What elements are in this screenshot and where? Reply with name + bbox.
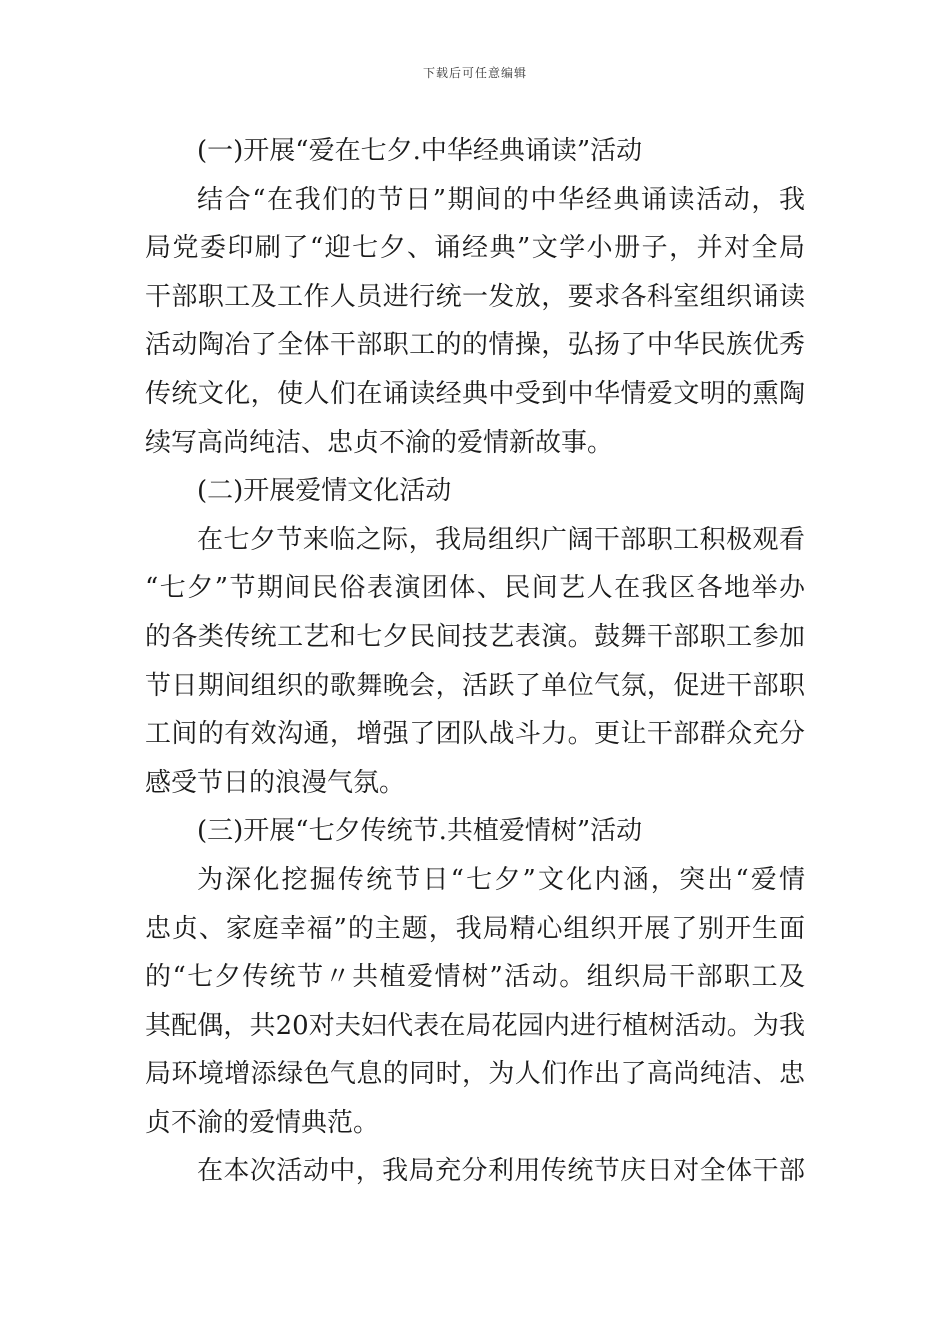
paragraph-line: 干部职工及工作人员进行统一发放，要求各科室组织诵读 (145, 281, 805, 312)
paragraph-line: 在七夕节来临之际，我局组织广阔干部职工积极观看 (197, 524, 805, 555)
section-heading-1: (一)开展“爱在七夕.中华经典诵读”活动 (197, 136, 643, 166)
paragraph-line: 感受节日的浪漫气氛。 (145, 767, 406, 798)
paragraph-line: 传统文化，使人们在诵读经典中受到中华情爱文明的熏陶 (145, 378, 805, 409)
paragraph-line: 的“七夕传统节〃共植爱情树”活动。组织局干部职工及 (145, 962, 805, 993)
section-heading-2: (二)开展爱情文化活动 (197, 476, 452, 507)
paragraph-line: 活动陶冶了全体干部职工的的情操，弘扬了中华民族优秀 (145, 330, 805, 361)
paragraph-line: 其配偶，共20对夫妇代表在局花园内进行植树活动。为我 (145, 1010, 805, 1041)
paragraph-line: 局环境增添绿色气息的同时，为人们作出了高尚纯洁、忠 (145, 1059, 805, 1090)
paragraph-line: “七夕”节期间民俗表演团体、民间艺人在我区各地举办 (145, 573, 805, 604)
paragraph-line: 结合“在我们的节日”期间的中华经典诵读活动，我 (197, 184, 805, 215)
paragraph-line: 在本次活动中，我局充分利用传统节庆日对全体干部 (197, 1156, 805, 1187)
paragraph-line: 忠贞、家庭幸福”的主题，我局精心组织开展了别开生面 (145, 913, 805, 944)
paragraph-line: 贞不渝的爱情典范。 (145, 1107, 380, 1138)
paragraph-line: 节日期间组织的歌舞晚会，活跃了单位气氛，促进干部职 (145, 670, 805, 701)
paragraph-line: 工间的有效沟通，增强了团队战斗力。更让干部群众充分 (145, 719, 805, 750)
paragraph-line: 为深化挖掘传统节日“七夕”文化内涵，突出“爱情 (197, 864, 805, 895)
paragraph-line: 局党委印刷了“迎七夕、诵经典”文学小册子，并对全局 (145, 233, 805, 264)
page-header: 下载后可任意编辑 (422, 66, 527, 80)
paragraph-line: 续写高尚纯洁、忠贞不渝的爱情新故事。 (145, 427, 614, 458)
section-heading-3: (三)开展“七夕传统节.共植爱情树”活动 (197, 816, 643, 847)
document-body (145, 127, 805, 1196)
paragraph-line: 的各类传统工艺和七夕民间技艺表演。鼓舞干部职工参加 (145, 621, 805, 652)
